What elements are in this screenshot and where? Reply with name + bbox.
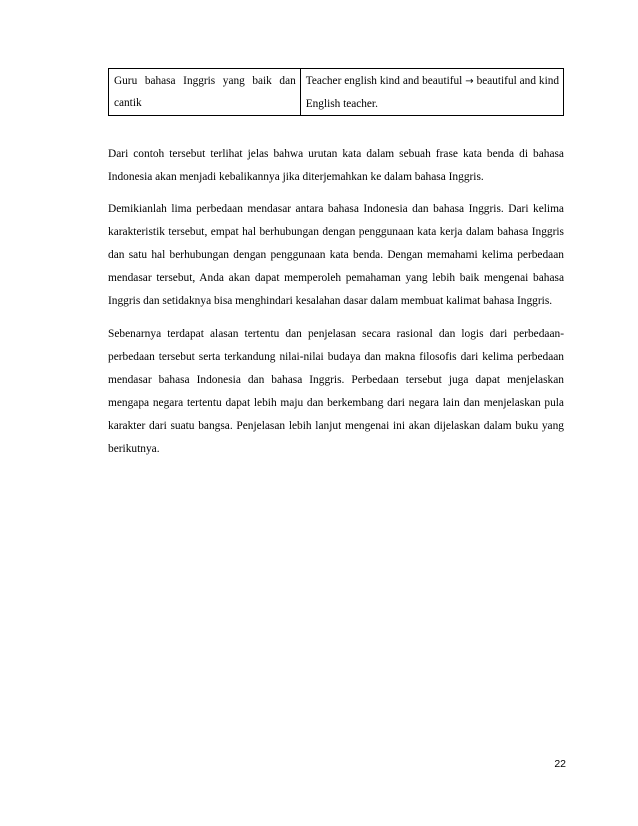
- english-correct-phrase: beautiful and kind English teacher.: [305, 75, 560, 110]
- paragraph-word-order: Dari contoh tersebut terlihat jelas bahwa urutan kata dalam sebuah frase kata benda di bahasa Indonesia akan menjadi kebalikannya jika diterjemahkan ke dalam bahasa Inggris.: [108, 148, 564, 183]
- indonesian-phrase-cell: [109, 69, 301, 116]
- paragraph-cultural-reasons: Sebenarnya terdapat alasan tertentu dan penjelasan secara rasional dan logis dari perbedaan-perbedaan tersebut serta terkandung nilai-nilai budaya dan makna filosofis dari kelima perbedaan mendasar bahasa Indonesia dan bahasa Inggris. Perbedaan tersebut juga dapat menjelaskan mengapa negara tertentu dapat lebih maju dan berkembang dari negara lain dan menjelaskan pula karakter dari suatu bangsa. Penjelasan lebih lanjut mengenai ini akan dijelaskan dalam buku yang berikutnya.: [108, 328, 564, 455]
- page-number: 22: [554, 758, 566, 770]
- english-literal-phrase: Teacher english kind and beautiful: [305, 75, 463, 87]
- example-translation-table: [108, 68, 564, 116]
- arrow-right-icon: →: [465, 76, 474, 87]
- english-phrase-cell: [300, 69, 563, 116]
- indonesian-phrase: Guru bahasa Inggris yang baik dan cantik: [114, 75, 296, 109]
- page-content: [108, 68, 564, 461]
- paragraph-five-differences: Demikianlah lima perbedaan mendasar antara bahasa Indonesia dan bahasa Inggris. Dari kelima karakteristik tersebut, empat hal berhubungan dengan penggunaan kata kerja dalam bahasa Inggris dan satu hal berhubungan dengan penggunaan kata benda. Dengan memahami kelima perbedaan mendasar tersebut, Anda akan dapat memperoleh pemahaman yang lebih baik mengenai bahasa Inggris dan setidaknya bisa menghindari kesalahan dasar dalam membuat kalimat bahasa Inggris.: [108, 203, 564, 307]
- table-row: [109, 69, 564, 116]
